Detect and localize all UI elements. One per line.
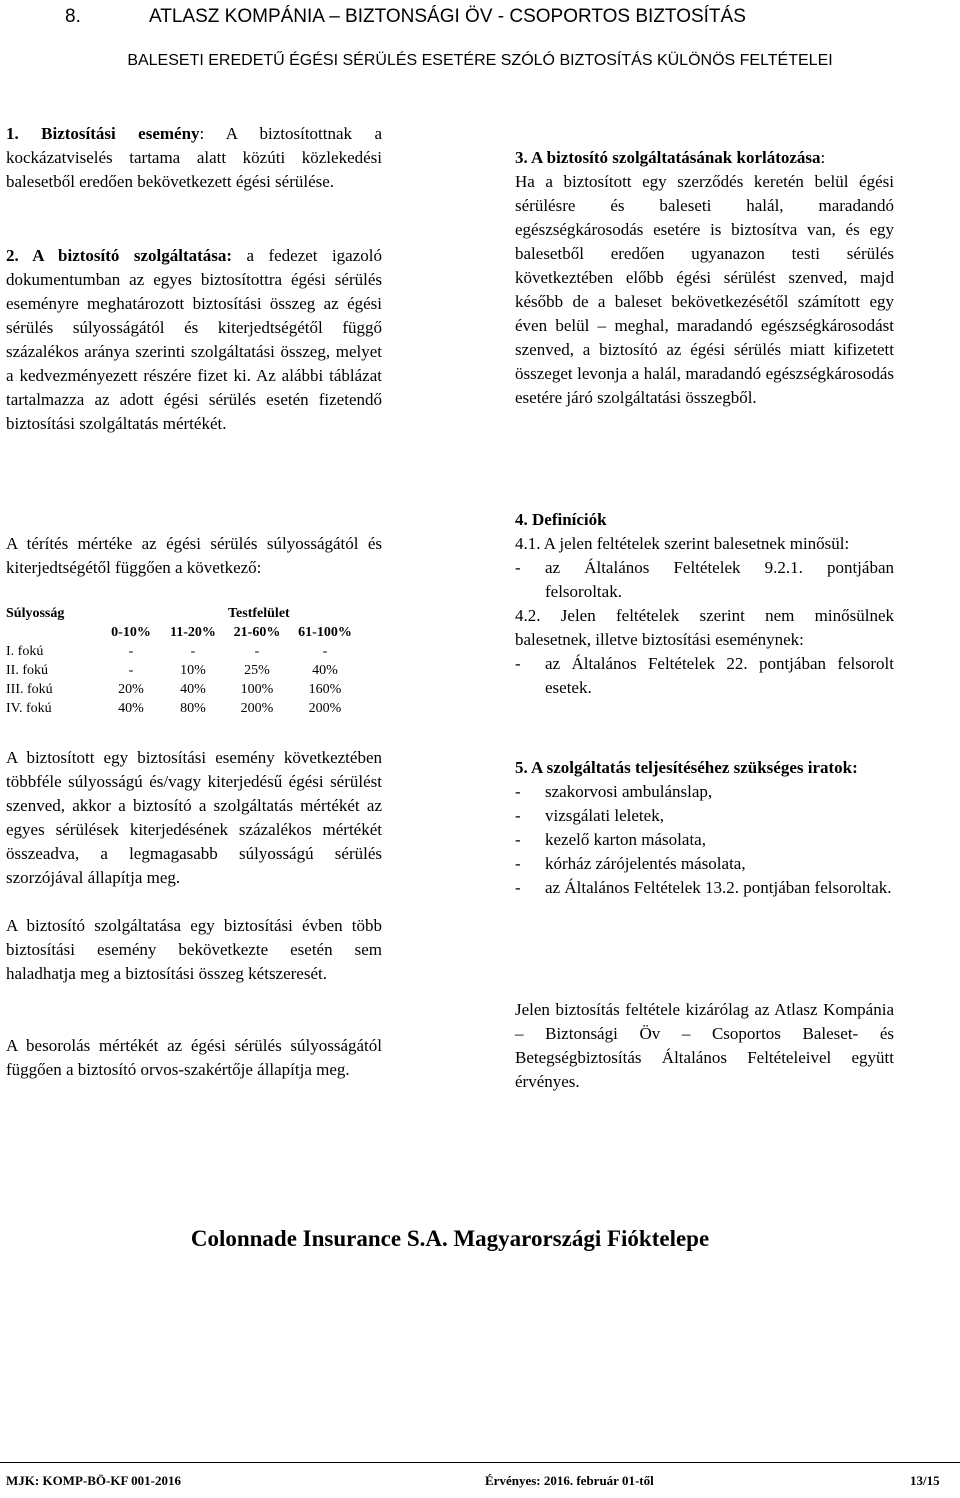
document-code: MJK: KOMP-BÖ-KF 001-2016: [6, 1473, 181, 1488]
table-cell: 10%: [180, 662, 206, 678]
compensation-intro-text: A térítés mértéke az égési sérülés súlyosságától és kiterjedtségétől függően a következő:: [6, 534, 382, 577]
list-item: [515, 652, 894, 700]
compensation-intro: [6, 532, 382, 580]
list-item-text: az Általános Feltételek 9.2.1. pontjában felsoroltak.: [545, 558, 894, 601]
section-3-text: Ha a biztosított egy szerződés keretén belül égési sérülésre és baleseti halál, maradandó egészségkárosodás esetére is biztosítva van, és egy balesetből eredően ugyanazon testi sérülés következtében előbb égési sérülést szenved, majd később de a baleset bekövetkezésétől számított egy éven belül – meghal, maradandó egészségkárosodást szenved, a biztosító az égési sérülés miatt kifizetett összeget levonja a halál, maradandó egészségkárosodás esetére járó szolgáltatási összegből.: [515, 172, 894, 407]
dash-bullet-icon: -: [515, 854, 521, 873]
section-1: [6, 122, 382, 194]
dash-bullet-icon: -: [515, 558, 521, 577]
table-cell: 200%: [240, 700, 274, 716]
table-cell: 40%: [312, 662, 338, 678]
table-cell: 160%: [308, 681, 342, 697]
section-4-1: 4.1. A jelen feltételek szerint balesetnek minősül:: [515, 534, 850, 553]
table-cell: -: [190, 643, 196, 659]
section-1-title: 1. Biztosítási esemény: [6, 124, 200, 143]
table-row: [6, 661, 360, 680]
table-row: [6, 680, 360, 699]
range-header: 21-60%: [233, 624, 281, 640]
table-cell: 20%: [118, 681, 144, 697]
table-cell: -: [322, 643, 328, 659]
severity-label: I. fokú: [6, 643, 44, 659]
section-2: [6, 244, 382, 436]
table-row: [6, 699, 360, 718]
severity-label: III. fokú: [6, 681, 53, 697]
annual-limit-paragraph: [6, 914, 382, 986]
list-item-text: szakorvosi ambulánslap,: [545, 782, 713, 801]
list-item: [515, 804, 894, 828]
classification-text: A besorolás mértékét az égési sérülés súlyosságától függően a biztosító orvos-szakértője állapítja meg.: [6, 1036, 382, 1079]
surface-header: Testfelület: [228, 605, 290, 621]
section-2-title: 2. A biztosító szolgáltatása:: [6, 246, 233, 265]
section-number: 8.: [65, 6, 81, 27]
severity-table-container: [6, 604, 360, 718]
range-header: 11-20%: [170, 624, 216, 640]
section-3-colon: :: [820, 148, 826, 167]
section-1-text: : A biztosítottnak a kockázatviselés tartama alatt közúti közlekedési balesetből eredően bekövetkezett égési sérülése.: [6, 124, 382, 191]
list-item-text: vizsgálati leletek,: [545, 806, 664, 825]
list-item-text: kórház zárójelentés másolata,: [545, 854, 746, 873]
section-2-text: a fedezet igazoló dokumentumban az egyes biztosítottra égési sérülés eseményre meghatározott biztosítási összeg az égési sérülés súlyosságától és kiterjedtségétől függő százalékos aránya szerinti szolgáltatási összeg, melyet a kedvezményezett részére fizet ki. Az alábbi táblázat tartalmazza az adott égési sérülés esetén fizetendő biztosítási szolgáltatás mértékét.: [6, 246, 382, 433]
section-title: ATLASZ KOMPÁNIA – BIZTONSÁGI ÖV - CSOPORTOS BIZTOSÍTÁS: [149, 6, 746, 27]
list-item: [515, 556, 894, 604]
dash-bullet-icon: -: [515, 878, 521, 897]
section-4-title: 4. Definíciók: [515, 510, 607, 529]
closing-paragraph: [515, 998, 894, 1094]
annual-limit-text: A biztosító szolgáltatása egy biztosítási évben több biztosítási esemény bekövetkezte esetén sem haladhatja meg a biztosítási összeg kétszeresét.: [6, 916, 382, 983]
list-item-text: az Általános Feltételek 13.2. pontjában felsoroltak.: [545, 878, 892, 897]
list-item: [515, 852, 894, 876]
table-cell: 40%: [180, 681, 206, 697]
multiple-injuries-paragraph: [6, 746, 382, 890]
severity-table: [6, 604, 360, 718]
severity-label: IV. fokú: [6, 700, 52, 716]
list-item: [515, 876, 894, 900]
classification-paragraph: [6, 1034, 382, 1082]
document-subtitle: BALESETI EREDETŰ ÉGÉSI SÉRÜLÉS ESETÉRE SZÓLÓ BIZTOSÍTÁS KÜLÖNÖS FELTÉTELEI: [127, 52, 833, 69]
section-3-title: 3. A biztosító szolgáltatásának korlátozása: [515, 148, 821, 167]
dash-bullet-icon: -: [515, 782, 521, 801]
section-5: [515, 756, 894, 900]
severity-label: II. fokú: [6, 662, 48, 678]
range-header: 61-100%: [298, 624, 352, 640]
table-row: [6, 642, 360, 661]
dash-bullet-icon: -: [515, 654, 521, 673]
footer-divider: [0, 1462, 960, 1463]
left-column: [6, 122, 382, 194]
severity-header: Súlyosság: [6, 605, 65, 621]
section-4-2: 4.2. Jelen feltételek szerint nem minősülnek balesetnek, illetve biztosítási eseménynek:: [515, 606, 894, 649]
dash-bullet-icon: -: [515, 830, 521, 849]
list-item: [515, 780, 894, 804]
page-number: 13/15: [910, 1473, 940, 1488]
table-cell: 200%: [308, 700, 342, 716]
company-name: Colonnade Insurance S.A. Magyarországi Fióktelepe: [190, 1226, 710, 1251]
table-cell: -: [254, 643, 260, 659]
validity-date: Érvényes: 2016. február 01-től: [485, 1473, 654, 1488]
section-5-title: 5. A szolgáltatás teljesítéséhez szükséges iratok:: [515, 758, 858, 777]
table-cell: 40%: [118, 700, 144, 716]
table-cell: 100%: [240, 681, 274, 697]
table-cell: -: [128, 662, 134, 678]
list-item-text: kezelő karton másolata,: [545, 830, 706, 849]
range-header: 0-10%: [111, 624, 151, 640]
section-4: [515, 508, 894, 700]
table-cell: -: [128, 643, 134, 659]
table-cell: 25%: [244, 662, 270, 678]
dash-bullet-icon: -: [515, 806, 521, 825]
table-cell: 80%: [180, 700, 206, 716]
multiple-injuries-text: A biztosított egy biztosítási esemény következtében többféle súlyosságú és/vagy kiterjedésű égési sérülést szenved, akkor a biztosító a szolgáltatás mértékét az egyes sérülések kiterjedésének százalékos mértékét összeadva, a legmagasabb súlyosságú sérülés szorzójával állapítja meg.: [6, 748, 382, 887]
section-3: [515, 146, 894, 410]
closing-text: Jelen biztosítás feltétele kizárólag az Atlasz Kompánia – Biztonsági Öv – Csoportos Baleset- és Betegségbiztosítás Általános Feltételeivel együtt érvényes.: [515, 1000, 894, 1091]
list-item-text: az Általános Feltételek 22. pontjában felsorolt esetek.: [545, 654, 894, 697]
list-item: [515, 828, 894, 852]
